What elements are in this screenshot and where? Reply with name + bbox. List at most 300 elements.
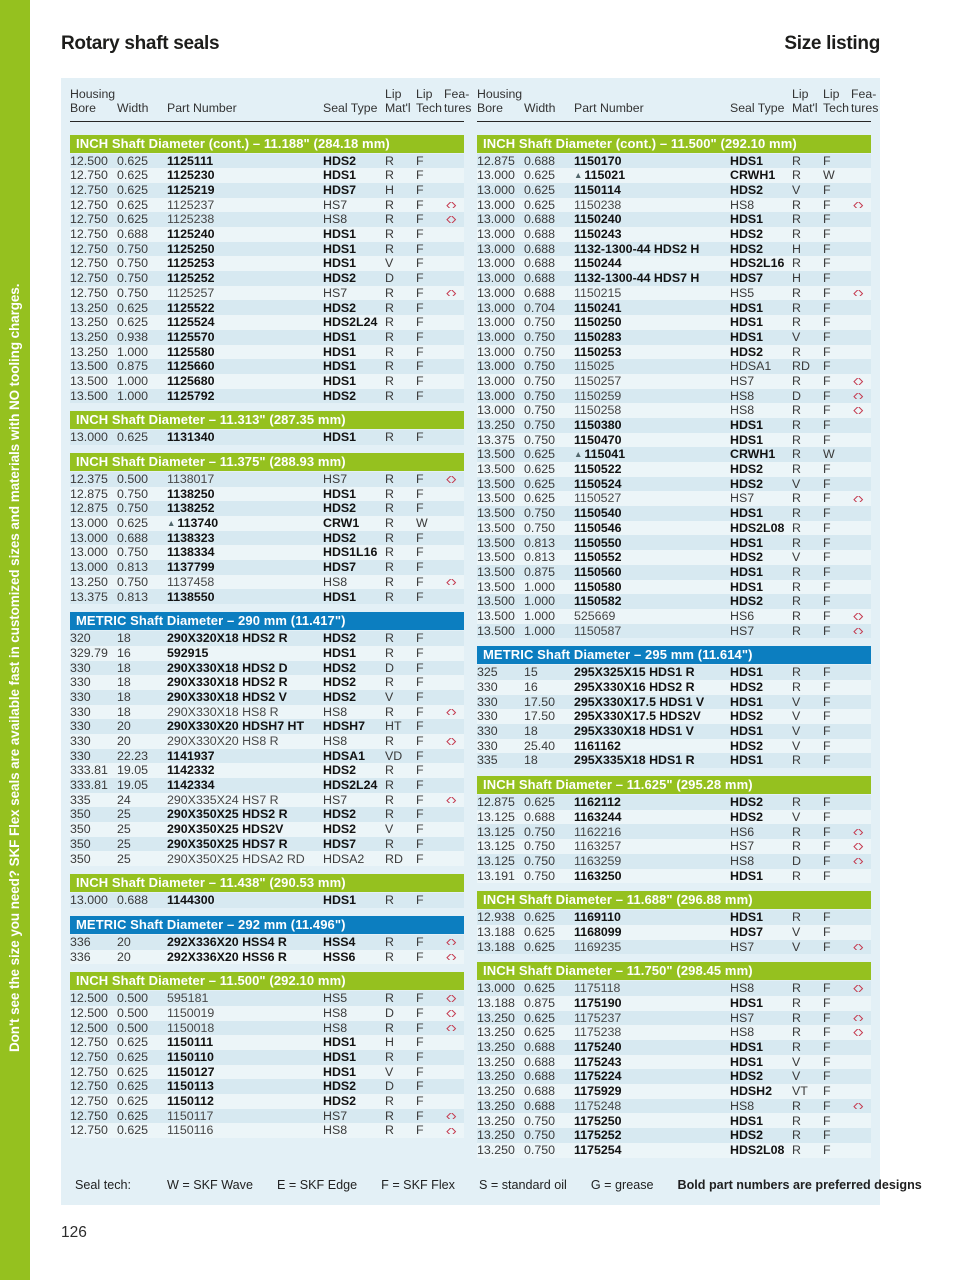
features-cell [851,858,871,865]
lip-material-cell: R [792,1098,801,1113]
bore-cell: 13.500 [477,608,515,623]
table-column-left [70,127,464,1158]
seal-type-cell: HDS1 [730,432,764,447]
lip-tech-cell: F [416,1035,424,1050]
lip-material-cell: R [385,1094,394,1109]
lip-tech-cell: F [823,939,831,954]
table-row [70,893,464,908]
lip-material-cell: R [385,560,394,575]
part-number-cell: 1125253 [167,256,215,271]
seal-type-cell: HDS1 [730,665,764,680]
seal-type-cell: HDS2L08 [730,520,785,535]
lip-tech-cell: F [823,197,831,212]
lip-tech-cell: F [823,432,831,447]
lip-material-cell: V [385,822,394,837]
lip-material-cell: R [385,734,394,749]
lip-tech-cell: F [823,506,831,521]
part-number-cell: 290X335X24 HS7 R [167,792,279,807]
diamond-icon [447,995,456,1002]
seal-type-cell: HDSA1 [730,359,772,374]
lip-tech-cell: F [416,168,424,183]
part-number-cell: 1169235 [574,939,622,954]
column-header-line: Tech [416,100,442,115]
diamond-icon [854,985,863,992]
lip-tech-cell: F [823,868,831,883]
table-row [477,1143,871,1158]
lip-material-cell: R [385,807,394,822]
part-number-cell: 1150546 [574,520,622,535]
table-row [70,271,464,286]
lip-tech-cell: F [823,359,831,374]
lip-material-cell: R [792,868,801,883]
seal-type-cell: HS7 [730,1010,755,1025]
bore-cell: 13.000 [477,373,515,388]
table-row [70,661,464,676]
bore-cell: 13.188 [477,996,515,1011]
lip-tech-cell: F [416,807,424,822]
column-header-line: tures [444,100,472,115]
seal-type-cell: HS8 [323,1020,348,1035]
part-number-cell: 1175118 [574,981,621,996]
table-row [70,851,464,866]
features-cell [851,496,871,503]
lip-tech-cell: F [416,1108,424,1123]
lip-tech-cell: F [823,910,831,925]
lip-material-cell: V [792,738,801,753]
lip-tech-cell: W [823,168,835,183]
lip-tech-cell: F [823,344,831,359]
features-cell [851,944,871,951]
section-header: INCH Shaft Diameter – 11.313" (287.35 mm) [70,411,464,429]
size-section [70,453,464,604]
width-cell: 0.688 [524,1069,556,1084]
features-cell [851,290,871,297]
bore-cell: 320 [70,631,91,646]
features-cell [851,1015,871,1022]
table-row [70,256,464,271]
bore-cell: 13.250 [477,1128,515,1143]
seal-type-cell: HDS1 [323,430,357,445]
part-number-cell: 1150283 [574,329,622,344]
table-row [70,472,464,487]
part-number-cell: 1137799 [167,560,215,575]
table-row [70,837,464,852]
seal-type-cell: HDS2 [323,631,357,646]
part-number-cell: 1150587 [574,623,622,638]
lip-material-cell: R [792,520,801,535]
features-cell [851,1103,871,1110]
table-row [477,286,871,301]
preferred-triangle-icon: ▲ [574,169,583,180]
table-row [477,810,871,825]
column-header [323,88,385,116]
bore-cell: 13.000 [477,359,515,374]
width-cell: 0.750 [117,285,149,300]
table-row [477,521,871,536]
lip-material-cell: R [385,763,394,778]
table-row [70,950,464,965]
table-row [477,854,871,869]
width-cell: 0.625 [117,315,149,330]
lip-tech-cell: F [416,763,424,778]
preferred-triangle-icon: ▲ [167,517,176,528]
width-cell: 17.50 [524,709,556,724]
width-cell: 0.625 [117,430,149,445]
lip-tech-cell: F [823,535,831,550]
part-number-cell: 1150527 [574,491,622,506]
lip-tech-cell: F [823,579,831,594]
part-number-cell: 1125252 [167,271,215,286]
table-row [70,154,464,169]
bore-cell: 13.250 [477,1084,515,1099]
part-number-cell: 1150113 [167,1079,214,1094]
width-cell: 0.688 [524,153,556,168]
seal-type-cell: HDS2 [323,822,357,837]
column-header-group [70,87,472,122]
lip-material-cell: VT [792,1084,808,1099]
column-header-line: Seal Type [323,100,378,115]
width-cell: 0.750 [524,373,556,388]
width-cell: 0.750 [117,241,149,256]
seal-type-cell: HDSH2 [730,1084,772,1099]
lip-material-cell: R [792,344,801,359]
table-row [477,345,871,360]
width-cell: 25 [117,836,131,851]
bore-cell: 12.750 [70,241,108,256]
lip-material-cell: R [385,1020,394,1035]
part-number-cell: 1163250 [574,868,622,883]
table-row [70,763,464,778]
width-cell: 0.750 [524,403,556,418]
lip-tech-cell: F [823,1069,831,1084]
seal-type-cell: HDS1 [730,996,764,1011]
part-number-cell: 1150238 [574,197,622,212]
part-number-cell: 1150550 [574,535,622,550]
width-cell: 0.750 [524,853,556,868]
table-row [477,212,871,227]
part-number-cell: 290X350X25 HDSA2 RD [167,851,305,866]
part-number-cell: 1150111 [167,1035,214,1050]
width-cell: 17.50 [524,694,556,709]
seal-type-cell: HDS2 [323,153,357,168]
lip-tech-cell: F [416,589,424,604]
width-cell: 0.625 [117,1108,149,1123]
lip-material-cell: D [385,660,394,675]
column-header-line [730,88,792,102]
part-number-cell: 1150259 [574,388,622,403]
lip-tech-cell: F [416,153,424,168]
lip-material-cell: V [792,1069,801,1084]
bore-cell: 13.500 [477,623,515,638]
width-cell: 0.704 [524,300,556,315]
bore-cell: 12.750 [70,168,108,183]
lip-tech-cell: F [416,329,424,344]
bore-cell: 13.125 [477,824,515,839]
lip-material-cell: R [385,315,394,330]
bore-cell: 12.500 [70,1005,108,1020]
bore-cell: 13.188 [477,939,515,954]
seal-type-cell: HDS1 [730,910,764,925]
size-section [477,646,871,768]
width-cell: 0.625 [117,1123,149,1138]
lip-material-cell: R [792,824,801,839]
table-row [70,545,464,560]
part-number-cell: 1175252 [574,1128,622,1143]
seal-type-cell: HDS1 [323,359,357,374]
seal-type-cell: HDS1 [730,564,764,579]
lip-tech-cell: F [823,564,831,579]
section-header: INCH Shaft Diameter – 11.625" (295.28 mm) [477,776,871,794]
section-header: INCH Shaft Diameter – 11.688" (296.88 mm) [477,891,871,909]
legend [75,1178,922,1192]
width-cell: 0.875 [524,564,556,579]
table-row [70,749,464,764]
seal-type-cell: HDS1 [730,153,764,168]
table-row [70,183,464,198]
width-cell: 0.625 [117,1094,149,1109]
table-row [477,271,871,286]
lip-material-cell: R [792,564,801,579]
column-header-line: Bore [70,100,96,115]
table-row [70,935,464,950]
bore-cell: 13.250 [477,1113,515,1128]
width-cell: 0.938 [117,329,149,344]
bore-cell: 330 [477,694,498,709]
bore-cell: 12.750 [70,1108,108,1123]
part-number-cell: 1142332 [167,763,215,778]
width-cell: 18 [524,753,538,768]
lip-tech-cell: F [416,560,424,575]
lip-material-cell: R [792,256,801,271]
column-header-line: Lip [792,87,809,101]
lip-tech-cell: F [416,1005,424,1020]
diamond-icon [447,709,456,716]
part-number-cell: 1175929 [574,1084,622,1099]
features-cell [444,939,464,946]
width-cell: 0.625 [117,197,149,212]
bore-cell: 13.500 [477,491,515,506]
part-number-cell: 1132-1300-44 HDS2 H [574,241,700,256]
lip-tech-cell: F [823,665,831,680]
bore-cell: 13.250 [477,1040,515,1055]
lip-material-cell: D [792,853,801,868]
column-header-line [574,88,730,102]
bore-cell: 13.500 [70,373,108,388]
lip-tech-cell: F [416,197,424,212]
preferred-triangle-icon: ▲ [574,448,583,459]
bore-cell: 13.250 [477,1010,515,1025]
part-number-cell: 1150241 [574,300,622,315]
lip-tech-cell: F [823,418,831,433]
bore-cell: 12.875 [477,153,515,168]
lip-tech-cell: F [823,709,831,724]
seal-type-cell: HDS2 [730,738,764,753]
part-number-cell: 1138334 [167,545,215,560]
width-cell: 24 [117,792,131,807]
part-number-cell: 1175243 [574,1054,622,1069]
diamond-icon [447,954,456,961]
lip-material-cell: R [792,153,801,168]
lip-material-cell: R [385,792,394,807]
bore-cell: 13.250 [70,329,108,344]
lip-tech-cell: F [823,462,831,477]
table-row [477,330,871,345]
part-number-cell: 295X325X15 HDS1 R [574,665,695,680]
part-number-cell: 1150580 [574,579,622,594]
part-number-cell: 1125524 [167,315,215,330]
width-cell: 16 [524,680,538,695]
width-cell: 25 [117,822,131,837]
part-number-cell: 290X330X20 HS8 R [167,734,279,749]
bore-cell: 12.750 [70,1094,108,1109]
part-number-cell: 1150114 [574,183,621,198]
bore-cell: 13.000 [70,530,108,545]
lip-material-cell: R [792,506,801,521]
bore-cell: 13.250 [477,1098,515,1113]
part-number-cell: 1150019 [167,1005,215,1020]
width-cell: 18 [524,724,538,739]
seal-type-cell: HDS1 [323,168,357,183]
bore-cell: 13.000 [477,241,515,256]
width-cell: 1.000 [117,388,149,403]
lip-tech-cell: F [823,373,831,388]
width-cell: 0.625 [524,183,556,198]
sidebar-banner-text: Don't see the size you need? SKF Flex seals are available fast in customized sizes and materials with NO tooling charges. [7,283,22,1052]
lip-tech-cell: F [823,853,831,868]
table-row [70,719,464,734]
part-number-cell: 295X335X18 HDS1 R [574,753,695,768]
width-cell: 0.688 [524,256,556,271]
part-number-cell: 1138017 [167,472,215,487]
table-row [477,753,871,768]
seal-type-cell: HDS2 [730,809,764,824]
lip-tech-cell: F [823,839,831,854]
column-header-line: Fea- [851,87,877,101]
width-cell: 0.750 [524,824,556,839]
bore-cell: 12.750 [70,1050,108,1065]
bore-cell: 12.500 [70,153,108,168]
seal-type-cell: HDS2 [730,795,764,810]
diamond-icon [447,1113,456,1120]
lip-tech-cell: F [823,594,831,609]
lip-material-cell: R [792,285,801,300]
width-cell: 0.625 [524,476,556,491]
column-header-line: Width [117,100,149,115]
page-header [61,33,880,55]
lip-material-cell: R [792,680,801,695]
width-cell: 0.750 [117,501,149,516]
diamond-icon [854,378,863,385]
lip-tech-cell: F [416,660,424,675]
table-row [477,1084,871,1099]
part-number-cell: 1150257 [574,373,622,388]
table-row [477,198,871,213]
seal-type-cell: HDS1 [323,256,357,271]
seal-type-cell: HDS1 [730,535,764,550]
bore-cell: 12.750 [70,183,108,198]
lip-material-cell: R [385,991,394,1006]
part-number-cell: ▲ 115041 [574,446,626,461]
table-row [70,345,464,360]
bore-cell: 13.125 [477,853,515,868]
diamond-icon [854,829,863,836]
table-row [70,389,464,404]
part-number-cell: 1150112 [167,1094,214,1109]
column-header-line [323,88,385,102]
legend-item: G = grease [590,1178,654,1192]
bore-cell: 12.750 [70,227,108,242]
column-header-line: Mat'l [385,100,411,115]
seal-type-cell: HDS1 [730,315,764,330]
part-number-cell: 295X330X17.5 HDS2V [574,709,701,724]
width-cell: 0.625 [524,491,556,506]
bore-cell: 13.250 [477,418,515,433]
lip-tech-cell: F [416,1079,424,1094]
width-cell: 20 [117,719,131,734]
bore-cell: 13.000 [70,545,108,560]
width-cell: 0.750 [524,839,556,854]
lip-tech-cell: F [416,748,424,763]
lip-tech-cell: F [823,753,831,768]
bore-cell: 13.000 [70,893,108,908]
bore-cell: 350 [70,851,91,866]
bore-cell: 12.750 [70,212,108,227]
column-header-line: Housing [477,87,523,101]
table-row [70,793,464,808]
table-row [477,580,871,595]
width-cell: 20 [117,734,131,749]
diamond-icon [854,407,863,414]
table-row [477,795,871,810]
part-number-cell: 1144300 [167,893,215,908]
diamond-icon [854,944,863,951]
width-cell: 0.750 [524,388,556,403]
width-cell: 0.688 [524,285,556,300]
table-row [477,315,871,330]
lip-tech-cell: F [416,631,424,646]
part-number-cell: 295X330X16 HDS2 R [574,680,695,695]
seal-type-cell: HS7 [730,839,755,854]
lip-tech-cell: F [416,778,424,793]
legend-item: E = SKF Edge [276,1178,358,1192]
width-cell: 0.625 [524,462,556,477]
section-header: INCH Shaft Diameter – 11.375" (288.93 mm) [70,453,464,471]
part-number-cell: 1150524 [574,476,622,491]
part-number-cell: 1168099 [574,924,622,939]
seal-type-cell: HS6 [730,824,755,839]
seal-type-cell: HDS2 [730,594,764,609]
table-row [477,154,871,169]
diamond-icon [854,843,863,850]
width-cell: 0.750 [117,545,149,560]
bore-cell: 13.250 [477,1054,515,1069]
part-number-cell: 1141937 [167,748,215,763]
width-cell: 0.625 [117,300,149,315]
width-cell: 0.688 [524,212,556,227]
lip-tech-cell: F [416,472,424,487]
lip-material-cell: R [792,168,801,183]
seal-type-cell: HSS4 [323,934,356,949]
lip-material-cell: R [385,285,394,300]
lip-tech-cell: F [416,430,424,445]
lip-tech-cell: F [823,1128,831,1143]
seal-type-cell: HDS2 [323,675,357,690]
width-cell: 1.000 [524,594,556,609]
width-cell: 0.688 [524,241,556,256]
part-number-cell: 1150253 [574,344,622,359]
seal-type-cell: HDS2 [730,476,764,491]
width-cell: 0.500 [117,472,149,487]
